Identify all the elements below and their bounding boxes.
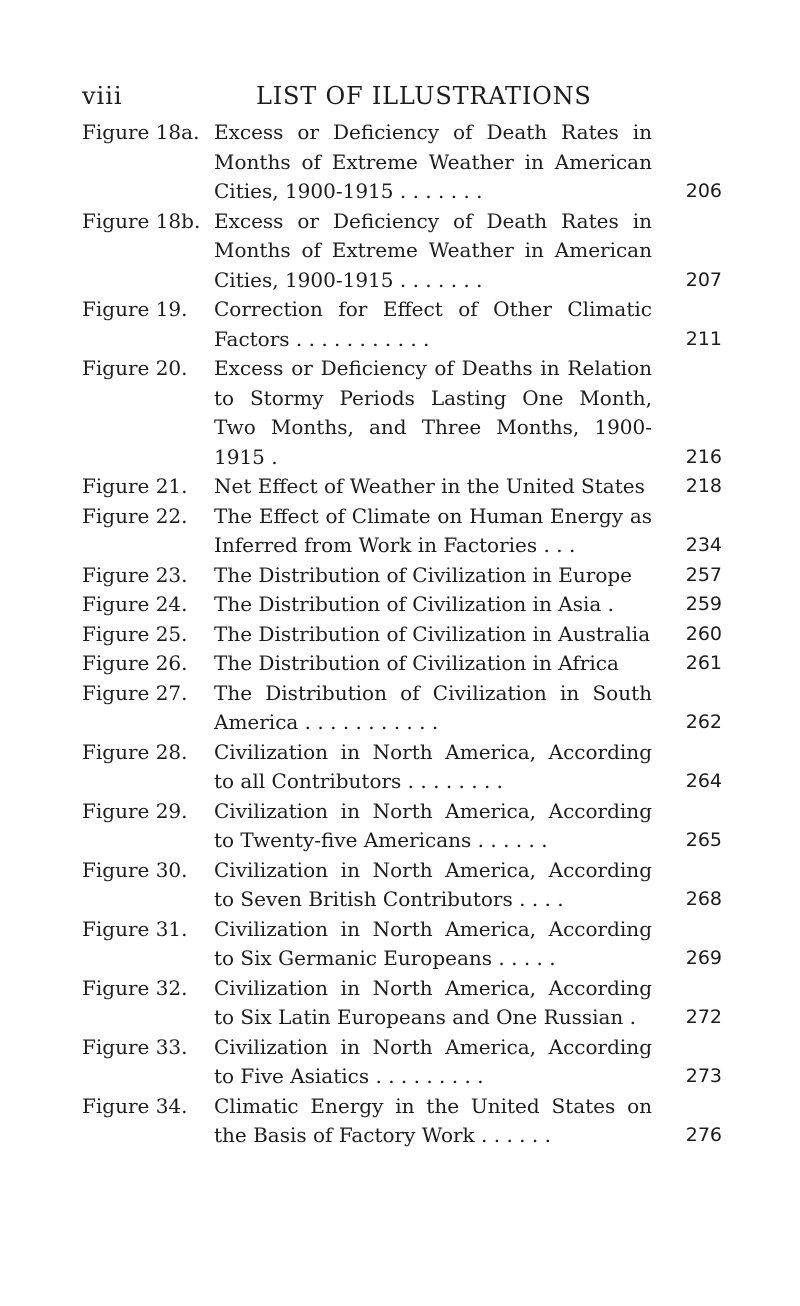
figure-caption: The Distribution of Civilization in Africa xyxy=(214,651,619,675)
figure-caption: The Distribution of Civilization in Asia . xyxy=(214,592,615,616)
figure-label: Figure 33. xyxy=(82,1034,188,1059)
list-entry-figure-21 xyxy=(82,472,722,502)
page-number: 259 xyxy=(685,593,722,615)
page-number: 262 xyxy=(685,711,722,733)
list-entry-figure-23 xyxy=(82,561,722,591)
list-entry-figure-18b xyxy=(82,207,722,296)
figure-label: Figure 27. xyxy=(82,680,188,705)
figure-caption: Net Effect of Weather in the United States xyxy=(214,474,645,498)
figure-caption: Civilization in North America, According to Twenty-five Americans . . . . . . xyxy=(214,798,652,852)
page-number: 206 xyxy=(685,180,722,202)
list-entry-figure-28 xyxy=(82,738,722,797)
list-entry-figure-33 xyxy=(82,1033,722,1092)
figure-label: Figure 23. xyxy=(82,562,188,587)
illustrations-list xyxy=(82,118,722,1151)
page-number: 269 xyxy=(685,947,722,969)
list-entry-figure-32 xyxy=(82,974,722,1033)
page-number: 257 xyxy=(685,563,722,586)
figure-caption: Civilization in North America, According to Five Asiatics . . . . . . . . . xyxy=(214,1034,652,1088)
page-number: 234 xyxy=(685,534,722,556)
figure-label: Figure 25. xyxy=(82,621,188,646)
figure-caption: The Distribution of Civilization in Australia xyxy=(214,621,651,646)
figure-caption: Civilization in North America, According to Six Germanic Europeans . . . . . xyxy=(214,916,652,970)
figure-caption: Climatic Energy in the United States on the Basis of Factory Work . . . . . . xyxy=(214,1093,652,1147)
list-entry-figure-25 xyxy=(82,620,722,650)
page-number: 218 xyxy=(685,475,722,497)
page-number: 276 xyxy=(685,1124,722,1146)
list-entry-figure-18a xyxy=(82,118,722,207)
page-number: 268 xyxy=(685,888,722,910)
list-entry-figure-29 xyxy=(82,797,722,856)
figure-caption: Excess or Deficiency of Deaths in Relation to Stormy Periods Lasting One Month, Two Months, and Three Months, 1900-1915 . xyxy=(214,356,652,469)
page-folio: viii xyxy=(82,82,123,110)
figure-caption: The Distribution of Civilization in Europe xyxy=(214,562,633,587)
page-number: 273 xyxy=(685,1065,722,1087)
figure-caption: The Distribution of Civilization in South America . . . . . . . . . . . xyxy=(214,680,652,734)
figure-caption: The Effect of Climate on Human Energy as Inferred from Work in Factories . . . xyxy=(214,503,652,557)
figure-caption: Civilization in North America, According to Seven British Contributors . . . . xyxy=(214,857,652,911)
figure-label: Figure 24. xyxy=(82,592,188,616)
figure-label: Figure 18b. xyxy=(82,208,201,233)
list-entry-figure-24 xyxy=(82,590,722,620)
list-entry-figure-31 xyxy=(82,915,722,974)
figure-caption: Excess or Deficiency of Death Rates in Months of Extreme Weather in American Cities, 1900-1915 . . . . . . . xyxy=(214,120,652,203)
list-entry-figure-22 xyxy=(82,502,722,561)
figure-label: Figure 22. xyxy=(82,503,188,528)
figure-label: Figure 30. xyxy=(82,857,188,882)
list-entry-figure-30 xyxy=(82,856,722,915)
page-number: 211 xyxy=(685,327,722,350)
figure-caption: Excess or Deficiency of Death Rates in Months of Extreme Weather in American Cities, 1900-1915 . . . . . . . xyxy=(214,208,652,292)
figure-label: Figure 21. xyxy=(82,474,188,498)
page-number: 264 xyxy=(685,770,722,792)
running-head xyxy=(82,82,712,116)
list-entry-figure-34 xyxy=(82,1092,722,1151)
figure-label: Figure 18a. xyxy=(82,120,200,144)
page-number: 216 xyxy=(685,445,722,468)
figure-label: Figure 20. xyxy=(82,356,188,380)
figure-label: Figure 28. xyxy=(82,739,188,764)
figure-label: Figure 34. xyxy=(82,1093,188,1118)
figure-caption: Civilization in North America, According to all Contributors . . . . . . . . xyxy=(214,739,652,793)
page-number: 261 xyxy=(685,652,722,674)
list-entry-figure-20 xyxy=(82,354,722,472)
list-entry-figure-27 xyxy=(82,679,722,738)
page-number: 207 xyxy=(685,268,722,291)
figure-label: Figure 32. xyxy=(82,975,188,1000)
figure-label: Figure 29. xyxy=(82,798,188,823)
figure-caption: Civilization in North America, According to Six Latin Europeans and One Russian . xyxy=(214,975,652,1029)
list-entry-figure-26 xyxy=(82,649,722,679)
page-number: 272 xyxy=(685,1006,722,1028)
figure-caption: Correction for Effect of Other Climatic Factors . . . . . . . . . . . xyxy=(214,297,652,351)
page-number: 260 xyxy=(685,622,722,645)
figure-label: Figure 31. xyxy=(82,916,188,941)
figure-label: Figure 26. xyxy=(82,651,188,675)
list-entry-figure-19 xyxy=(82,295,722,354)
figure-label: Figure 19. xyxy=(82,297,188,321)
page-number: 265 xyxy=(685,829,722,851)
page-title: LIST OF ILLUSTRATIONS xyxy=(256,82,592,110)
